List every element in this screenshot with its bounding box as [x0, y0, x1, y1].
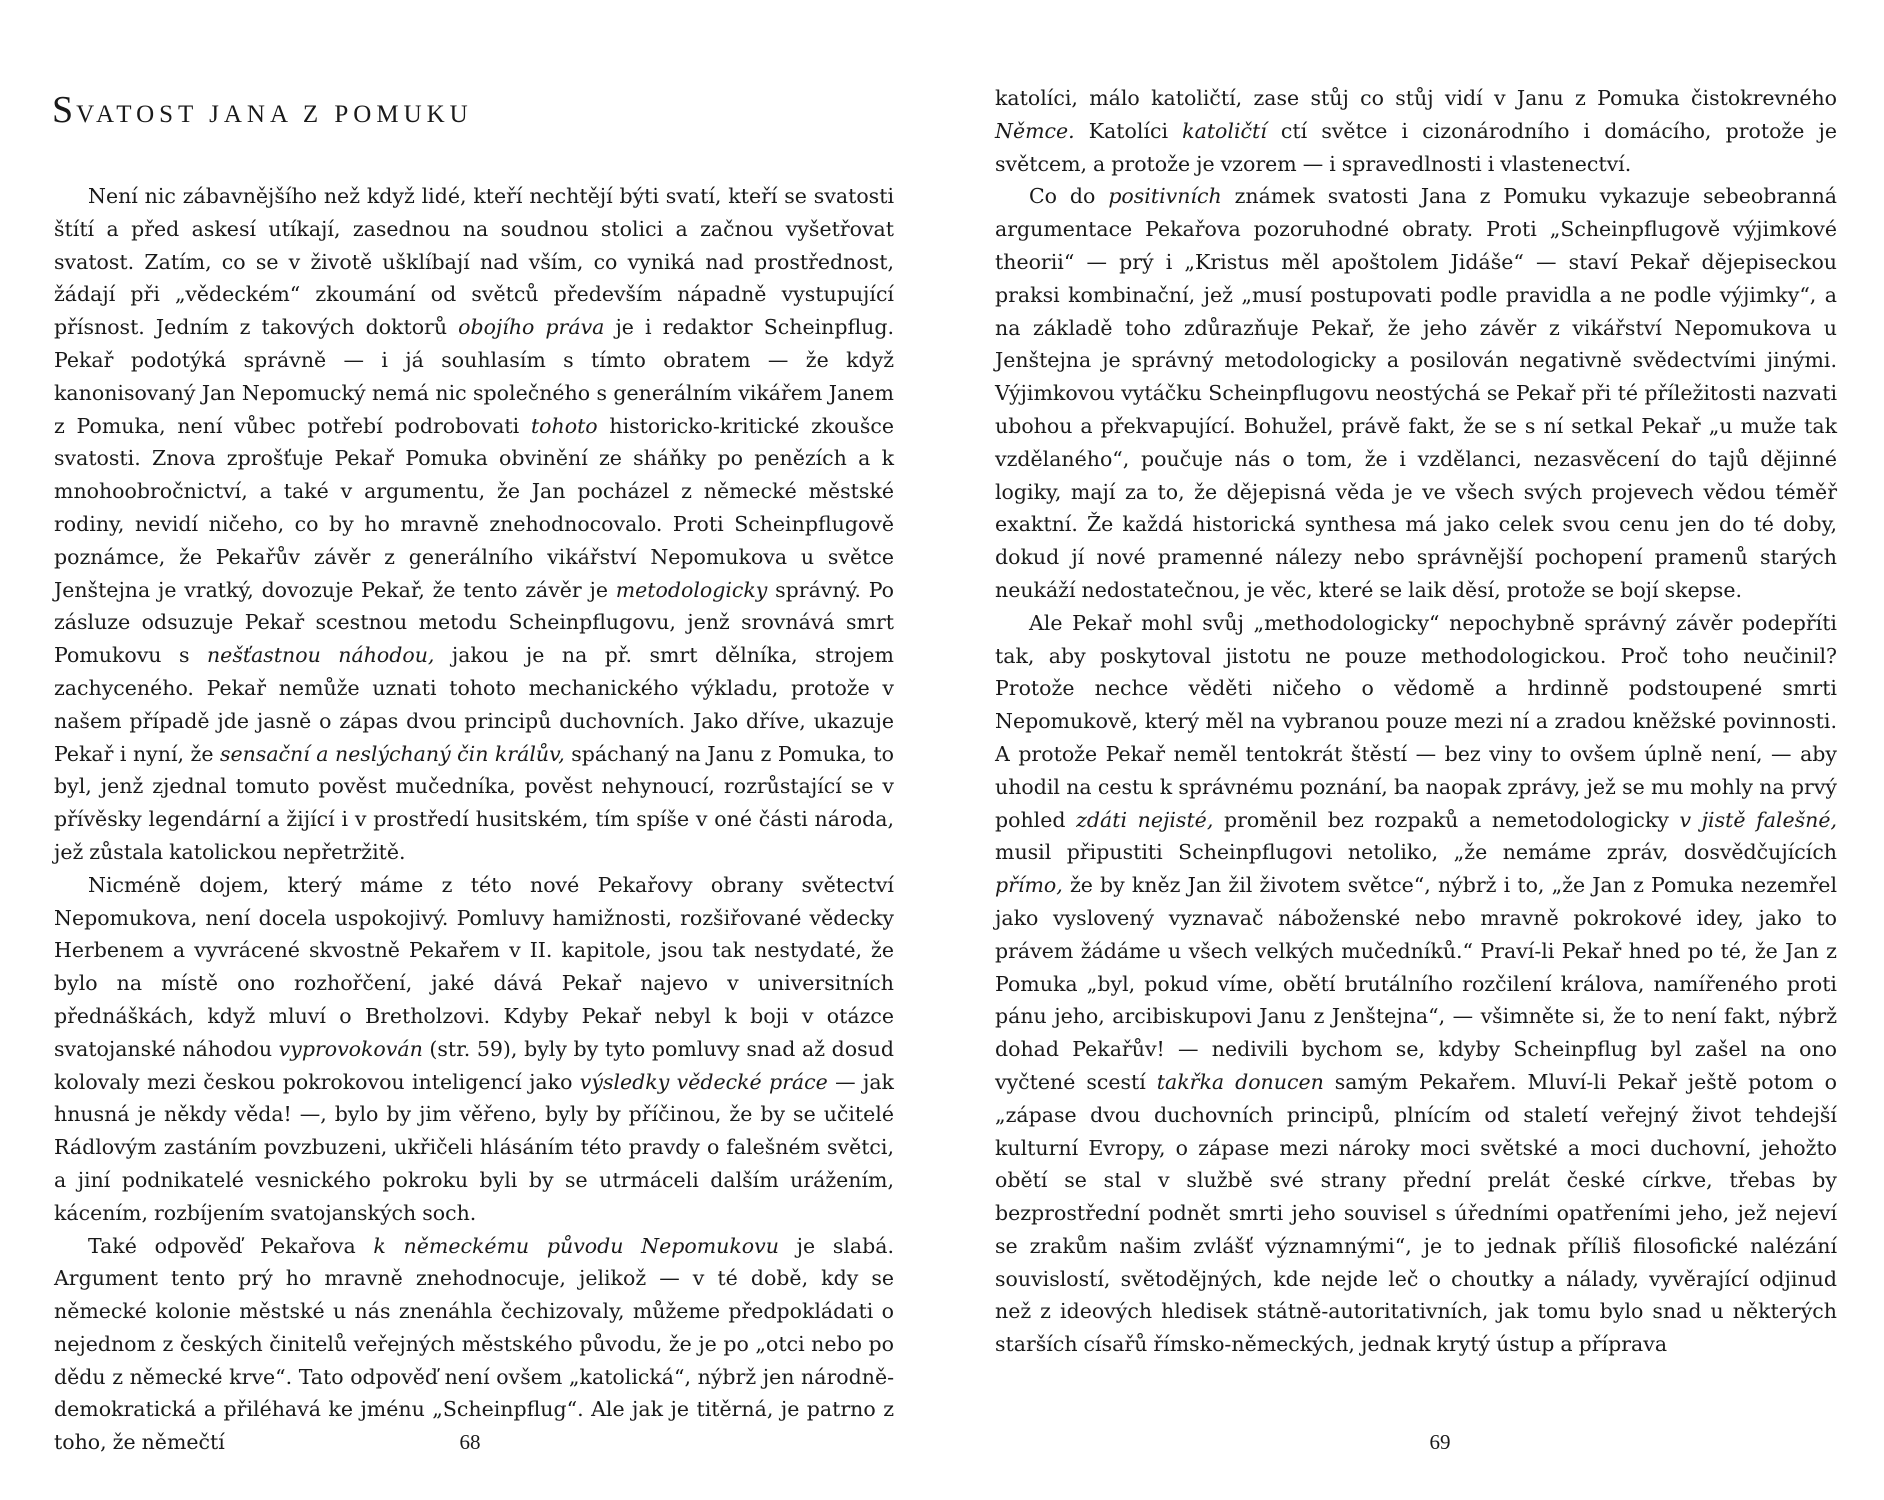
- title-initial: S: [52, 89, 77, 131]
- title-rest: VATOST JANA Z POMUKU: [76, 101, 473, 128]
- emphasis: přímo,: [995, 873, 1063, 898]
- paragraph: Ale Pekař mohl svůj „methodologicky“ nepochybně správný závěr podepříti tak, aby poskytoval jistotu ne pouze methodologickou. Proč toho neučinil? Protože nechce věděti ničeho o vědomě a hrdinně podstoupené smrti Nepomukově, který měl na vybranou pouze mezi ní a zradou kněžské povinnosti. A protože Pekař neměl tentokrát štěstí — bez viny to ovšem úplně není, — aby uhodil na cestu k správnému poznání, ba naopak zprávy, jež se mu mohly na prvý pohled zdáti nejisté, proměnil bez rozpaků a nemetodologicky v jistě falešné, musil připustiti Scheinpflugovi netoliko, „že nemáme zpráv, dosvědčujících přímo, že by kněz Jan žil životem světce“, nýbrž i to, „že Jan z Pomuka nezemřel jako vyslovený vyznavač náboženské nebo mravně pokrokové idey, jako to právem žádáme u všech velkých mučedníků.“ Praví-li Pekař hned po té, že Jan z Pomuka „byl, pokud víme, obětí brutálního rozčilení králova, namířeného proti pánu jeho, arcibiskupovi Janu z Jenštejna“, — všimněte si, že to není fakt, nýbrž dohad Pekařův! — nedivili bychom se, kdyby Scheinpflug byl zašel na ono vyčtené scestí takřka donucen samým Pekařem. Mluví-li Pekař ještě potom o „zápase dvou duchovních principů, plnícím od staletí veřejný život tehdejší kulturní Evropy, o zápase mezi nároky moci světské a moci duchovní, jehožto obětí se stal v službě své strany přední prelát české církve, třebas by bezprostřední podnět smrti jeho souvisel s úředními opatřeními jeho, jež nejeví se zrakům našim zvlášť významnými“, je to jednak příliš filosofické nalézání souvislostí, světodějných, kde nejde leč o choutky a nálady, vyvěrající odjinud než z ideových hledisek státně-autoritativních, jak tomu bylo snad u některých starších císařů římsko-německých, jednak krytý ústup a příprava: [995, 610, 1837, 1357]
- paragraph: Také odpověď Pekařova k německému původu Nepomukovu je slabá. Argument tento prý ho mravně znehodnocuje, jelikož — v té době, kdy se německé kolonie městské u nás znenáhla čechizovaly, můžeme předpokládati o nejednom z českých činitelů veřejných městského původu, že je po „otci nebo po dědu z německé krve“. Tato odpověď není ovšem „katolická“, nýbrž jen národně-demokratická a přiléhavá ke jménu „Scheinpflug“. Ale jak je titěrná, je patrno z toho, že němečtí: [54, 1233, 895, 1455]
- emphasis: Němce.: [995, 118, 1075, 143]
- emphasis: takřka donucen: [1156, 1069, 1324, 1094]
- emphasis: tohoto: [530, 413, 598, 438]
- emphasis: sensační a neslýchaný čin králův,: [219, 741, 565, 766]
- emphasis: vyprovokován: [278, 1036, 423, 1061]
- emphasis: nešťastnou náhodou,: [206, 643, 435, 668]
- left-page: [0, 0, 940, 1500]
- page-number: 68: [459, 1430, 481, 1454]
- emphasis: positivních: [1108, 184, 1222, 209]
- emphasis: metodologicky: [615, 577, 768, 602]
- chapter-title: [52, 88, 473, 132]
- emphasis: v jistě falešné,: [1679, 807, 1837, 832]
- paragraph: katolíci, málo katoličtí, zase stůj co stůj vidí v Janu z Pomuka čistokrevného Němce. Katolíci katoličtí ctí světce i cizonárodního i domácího, protože je světcem, a protože je vzorem — i spravedlnosti i vlastenectví.: [995, 86, 1837, 176]
- right-text-block: [995, 82, 1837, 1361]
- emphasis: katoličtí: [1182, 118, 1267, 143]
- emphasis: k německému původu Nepomukovu: [373, 1233, 779, 1258]
- paragraph: Nicméně dojem, který máme z této nové Pekařovy obrany světectví Nepomukova, není docela uspokojivý. Pomluvy hamižnosti, rozšiřované vědecky Herbenem a vyvrácené skvostně Pekařem v II. kapitole, jsou tak nestydaté, že bylo na místě ono rozhořčení, jaké dává Pekař najevo v universitních přednáškách, když mluví o Bretholzovi. Kdyby Pekař nebyl k boji v otázce svatojanské náhodou vyprovokován (str. 59), byly by tyto pomluvy snad až dosud kolovaly mezi českou pokrokovou inteligencí jako výsledky vědecké práce — jak hnusná je někdy věda! —, bylo by jim věřeno, byly by příčinou, že by se učitelé Rádlovým zastáním povzbuzeni, ukřičeli hlásáním této pravdy o falešném světci, a jiní podnikatelé vesnického pokroku byli by se utrmáceli dalším urážením, kácením, rozbíjením svatojanských soch.: [54, 872, 894, 1225]
- left-text-block: [54, 180, 894, 1459]
- emphasis: obojího práva: [458, 315, 605, 340]
- emphasis: výsledky vědecké práce: [579, 1069, 828, 1094]
- paragraph: Co do positivních známek svatosti Jana z Pomuku vykazuje sebeobranná argumentace Pekařova pozoruhodné obraty. Proti „Scheinpflugově výjimkové theorii“ — prý i „Kristus měl apoštolem Jidáše“ — staví Pekař dějepiseckou praksi kombinační, jež „musí postupovati podle pravidla a ne podle výjimky“, a na základě toho zdůrazňuje Pekař, že jeho závěr z vikářství Nepomukova u Jenštejna je správný metodologicky a posilován negativně svědectvími jinými. Výjimkovou vytáčku Scheinpflugovu neostýchá se Pekař při té příležitosti nazvati ubohou a překvapující. Bohužel, právě fakt, že se s ní setkal Pekař „u muže tak vzdělaného“, poučuje nás o tom, že i vzdělanci, nezasvěcení do tajů dějinné logiky, mají za to, že dějepisná věda je ve všech svých projevech vědou téměř exaktní. Že každá historická synthesa má jako celek svou cenu jen do té doby, dokud jí nové pramenné nálezy nebo správnější pochopení pramenů starých neukáží nedostatečnou, je věc, které se laik děsí, protože se bojí skepse.: [995, 184, 1838, 602]
- page-number: 69: [1429, 1430, 1451, 1454]
- paragraph: Není nic zábavnějšího než když lidé, kteří nechtějí býti svatí, kteří se svatosti štítí a před askesí utíkají, zasednou na soudnou stolici a začnou vyšetřovat svatost. Zatím, co se v životě ušklíbají nad vším, co vyniká nad prostřednost, žádají při „vědeckém“ zkoumání od světců především nápadně vystupující přísnost. Jedním z takových doktorů obojího práva je i redaktor Scheinpflug. Pekař podotýká správně — i já souhlasím s tímto obratem — že když kanonisovaný Jan Nepomucký nemá nic společného s generálním vikářem Janem z Pomuka, není vůbec potřebí podrobovati tohoto historicko-kritické zkoušce svatosti. Znova zprošťuje Pekař Pomuka obvinění ze sháňky po penězích a k mnohoobročnictví, a také v argumentu, že Jan pocházel z německé městské rodiny, nevidí ničeho, co by ho mravně znehodnocovalo. Proti Scheinpflugově poznámce, že Pekařův závěr z generálního vikářství Nepomukova u světce Jenštejna je vratký, dovozuje Pekař, že tento závěr je metodologicky správný. Po zásluze odsuzuje Pekař scestnou metodu Scheinpflugovu, jenž srovnává smrt Pomukovu s nešťastnou náhodou, jakou je na př. smrt dělníka, strojem zachyceného. Pekař nemůže uznati tohoto mechanického výkladu, protože v našem případě jde jasně o zápas dvou principů duchovních. Jako dříve, ukazuje Pekař i nyní, že sensační a neslýchaný čin králův, spáchaný na Janu z Pomuka, to byl, jenž zjednal tomuto pověst mučedníka, pověst nehynoucí, rozrůstající se v přívěsky legendární a žijící i v prostředí husitském, tím spíše v oné části národa, jež zůstala katolickou nepřetržitě.: [54, 184, 895, 864]
- right-page: [940, 0, 1884, 1500]
- emphasis: zdáti nejisté,: [1076, 807, 1214, 832]
